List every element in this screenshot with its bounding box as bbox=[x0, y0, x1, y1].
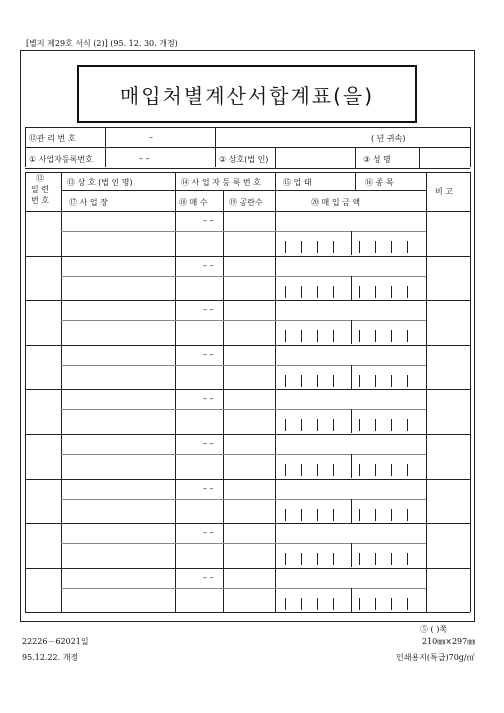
registration-number-dash: – – bbox=[203, 349, 214, 359]
col-blank-count: ⑲ 공란수 bbox=[229, 198, 263, 207]
form-code: 22226－62021일 bbox=[22, 637, 89, 646]
registration-number-dash: – – bbox=[203, 572, 214, 582]
management-number-value: – bbox=[149, 133, 153, 142]
registration-number-dash: – – bbox=[203, 260, 214, 270]
col-remarks: 비 고 bbox=[435, 187, 453, 196]
management-number-label: ⑫관 리 번 호 bbox=[29, 134, 76, 143]
registration-number-dash: – – bbox=[203, 305, 214, 315]
col-trade-name: ⑬ 상 호 (법 인 명) bbox=[67, 178, 133, 187]
form-frame bbox=[20, 50, 475, 622]
col-serial-number: ⑫ 일 련 번 호 bbox=[31, 174, 49, 205]
registration-number-dash: – – bbox=[203, 216, 214, 225]
business-number-label: ① 사업자등록번호 bbox=[29, 155, 93, 164]
registration-number-dash: – – bbox=[203, 483, 214, 493]
page-number: ⑤ ( )쪽 bbox=[420, 625, 448, 634]
company-name-label: ② 상호(법 인) bbox=[219, 155, 269, 164]
business-number-value: – – bbox=[139, 154, 150, 163]
col-business-place: ⑰ 사 업 장 bbox=[69, 198, 108, 207]
attribution-year: ( 년 귀속) bbox=[371, 134, 406, 143]
form-title: 매입처별계산서합계표(을) bbox=[77, 65, 417, 123]
registration-number-dash: – – bbox=[203, 394, 214, 404]
col-item: ⑯ 종 목 bbox=[365, 178, 394, 187]
col-purchase-amount: ⑳ 매 입 금 액 bbox=[311, 198, 361, 207]
paper-size: 210㎜×297㎜ bbox=[422, 637, 476, 646]
representative-name-label: ③ 성 명 bbox=[363, 155, 391, 164]
registration-number-dash: – – bbox=[203, 439, 214, 448]
registration-number-dash: – – bbox=[203, 528, 214, 538]
paper-spec: 인쇄용지(특급)70g/㎡ bbox=[396, 653, 475, 662]
form-reference: [별지 제29호 서식 (2)] (95. 12. 30. 개정) bbox=[26, 39, 178, 48]
col-invoice-count: ⑱ 매 수 bbox=[179, 198, 208, 207]
col-registration-number: ⑭ 사 업 자 등 록 번 호 bbox=[181, 178, 261, 187]
revision-date: 95.12.22. 개정 bbox=[22, 653, 79, 662]
col-business-type: ⑮ 업 태 bbox=[283, 178, 312, 187]
